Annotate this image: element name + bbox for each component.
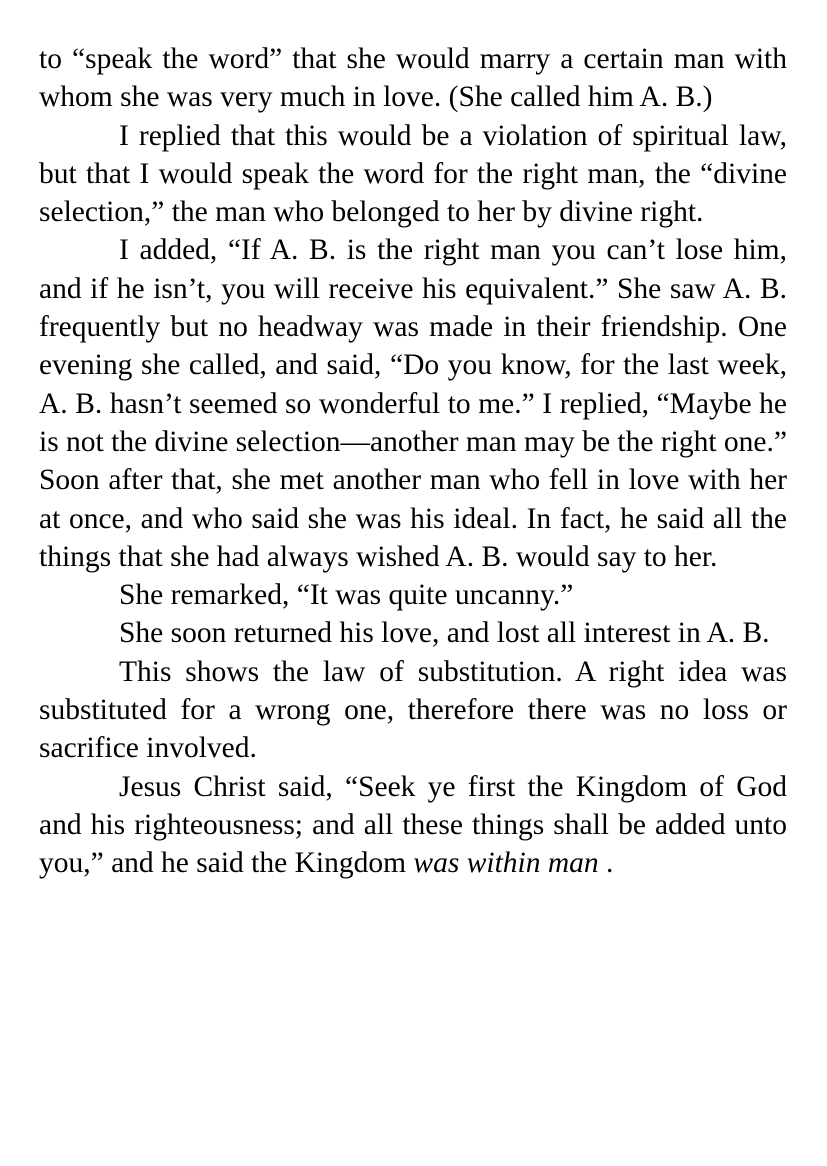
paragraph-7-italic-text: was within man: [413, 847, 599, 880]
paragraph-4: She remarked, “It was quite uncanny.”: [119, 579, 574, 612]
paragraph-6: This shows the law of substitution. A right idea was substituted for a wrong one, therefore there was no loss or sacrifice involved.: [39, 655, 787, 765]
paragraph-2: I replied that this would be a violation of spiritual law, but that I would speak the word for the right man, the “divine selection,” the man who belonged to her by divine right.: [39, 119, 787, 229]
paragraph-3: I added, “If A. B. is the right man you can’t lose him, and if he isn’t, you will receive his equivalent.” She saw A. B. frequently but no headway was made in their friendship. One evening she called, and said, “Do you know, for the last week, A. B. hasn’t seemed so wonderful to me.” I replied, “Maybe he is not the divine selection—another man may be the right one.” Soon after that, she met another man who fell in love with her at once, and who said she was his ideal. In fact, he said all the things that she had always wished A. B. would say to her.: [39, 234, 787, 573]
document-page: [39, 40, 787, 883]
paragraph-7: [39, 768, 787, 883]
paragraph-7-text: Jesus Christ said, “Seek ye first the Kingdom of God and his righteousness; and all these things shall be added unto you,” and he said the Kingdom: [39, 770, 787, 880]
paragraph-7-end-text: .: [598, 847, 614, 880]
paragraph-1: to “speak the word” that she would marry a certain man with whom she was very much in love. (She called him A. B.): [39, 43, 787, 114]
paragraph-5: She soon returned his love, and lost all interest in A. B.: [119, 617, 770, 650]
